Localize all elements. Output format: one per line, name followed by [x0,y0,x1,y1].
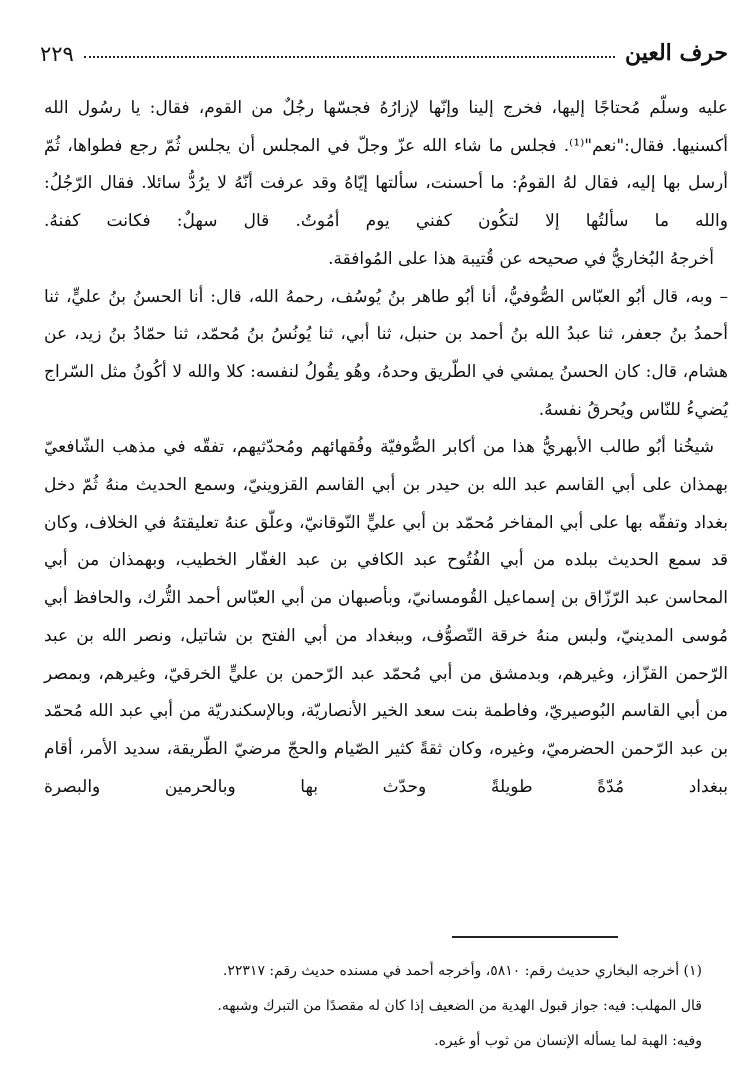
paragraph-isnad-hasan: – وبه، قال أبُو العبّاس الصُّوفيُّ، أنا أبُو طاهر بنُ يُوسُف، رحمهُ الله، قال: أنا الحسنُ بنُ عليٍّ، ثنا أحمدُ بنُ جعفر، ثنا عبدُ الله بنُ أحمد بن حنبل، ثنا أبي، ثنا يُونُسُ بنُ مُحمّد، ثنا حمّادُ بنُ زيد، عن هشام، قال: كان الحسنُ يمشي في الطّريق وحدهُ، وهُو يقُولُ لنفسه: كلا والله لا أكُونُ مثل السّراج يُضيءُ للنّاس ويُحرقُ نفسهُ. [44,286,728,420]
chapter-title: حرف العين [624,40,728,66]
footnote-1: (١) أخرجه البخاري حديث رقم: ٥٨١٠، وأخرجه أحمد في مسنده حديث رقم: ٢٢٣١٧. [222,963,702,979]
paragraph-hadith-continuation: عليه وسلّم مُحتاجًا إليها، فخرج إلينا وإنّها لإزارُهُ فجسّها رجُلٌ من القوم، فقال: يا رسُول الله أكسنيها. فقال:"نعم"⁽¹⁾. فجلس ما شاء الله عزّ وجلّ في المجلس أن يجلس ثُمّ رجع فطواها، ثُمّ أرسل بها إليه، فقال لهُ القومُ: ما أحسنت، سألتها إيّاهُ وقد عرفت أنّهُ لا يرُدُّ سائلا. فقال الرّجُلُ: والله ما سألتُها إلا لتكُون كفني يوم أمُوتُ. قال سهلٌ: فكانت كفنهُ. [44,98,728,232]
page-number: ٢٢٩ [40,42,74,66]
running-header [40,26,728,66]
footnote-note-muhallab: قال المهلب: فيه: جواز قبول الهدية من الضعيف إذا كان له مقصدًا من التبرك وشبهه. [217,998,702,1014]
main-text [44,90,728,806]
paragraph-biography: شيخُنا أبُو طالب الأبهريُّ هذا من أكابر الصُّوفيّة وفُقهائهم ومُحدّثيهم، تفقّه في مذهب الشّافعيّ بهمذان على أبي القاسم عبد الله بن حيدر بن أبي القاسم القزوينيّ، وسمع الحديث منهُ ثُمّ دخل بغداد وتفقّه بها على أبي المفاخر مُحمّد بن أبي عليٍّ النّوقانيّ، وعلّق عنهُ تعليقتهُ في الخلاف، وكان قد سمع الحديث ببلده من أبي الفُتُوح عبد الكافي بن عبد الغفّار الخطيب، وبهمذان من أبي المحاسن عبد الرّزّاق بن إسماعيل القُومسانيّ، وبأصبهان من أبي العبّاس أحمد التُّرك، والحافظ أبي مُوسى المدينيّ، ولبس منهُ خرقة التّصوُّف، وببغداد من أبي الفتح بن شاتيل، ونصر الله بن عبد الرّحمن القزّاز، وغيرهم، وبدمشق من أبي مُحمّد عبد الرّحمن بن عليٍّ الخرقيّ، وغيرهم، وبمصر من أبي القاسم البُوصيريّ، وفاطمة بنت سعد الخير الأنصاريّة، وبالإسكندريّة من أبي عبد الله مُحمّد بن عبد الرّحمن الحضرميّ، وغيره، وكان ثقةً كثير الصّيام والحجّ مرضيّ الطّريقة، سديد الأمر، أقام ببغداد مُدّةً طويلةً وحدّث بها وبالحرمين والبصرة [44,437,728,797]
paragraph-takhrij: أخرجهُ البُخاريُّ في صحيحه عن قُتيبة هذا على المُوافقة. [328,248,714,269]
header-dot-leader [84,56,615,58]
footnote-note-hiba: وفيه: الهبة لما يسأله الإنسان من ثوب أو غيره. [434,1033,702,1049]
footnote-separator [452,936,618,938]
footnotes [120,954,702,1059]
